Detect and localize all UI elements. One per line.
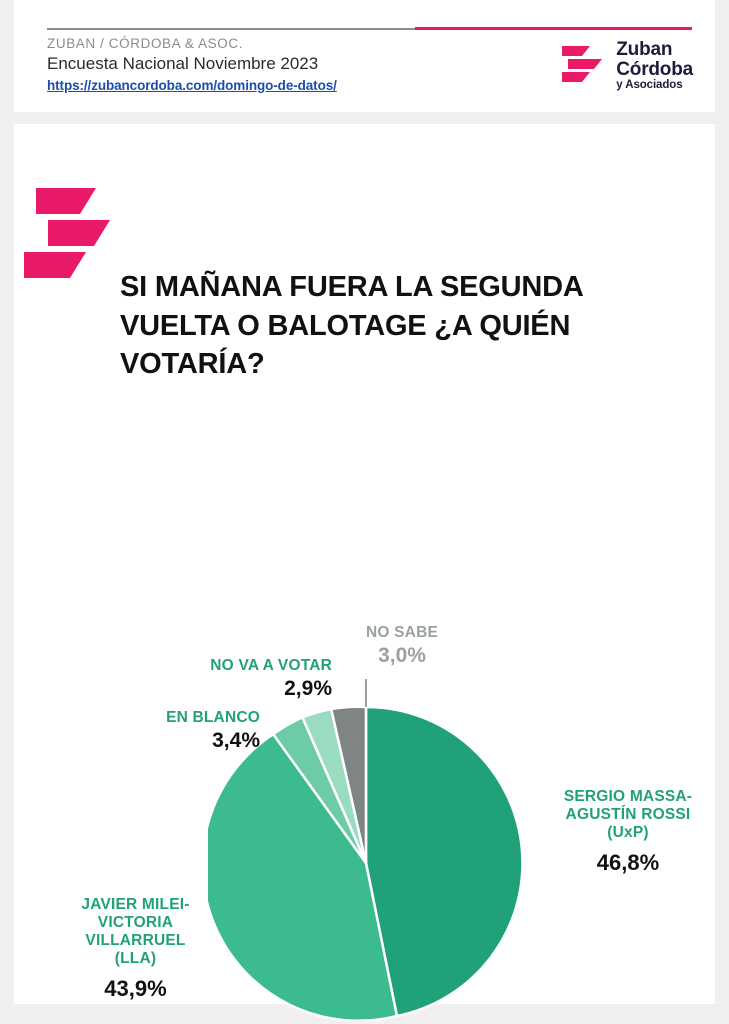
pie-chart xyxy=(14,454,715,1001)
brand-logo[interactable] xyxy=(560,40,693,91)
content-card xyxy=(14,124,715,1004)
slice-label-massa-name: SERGIO MASSA- xyxy=(563,788,693,805)
header-rule-pink xyxy=(415,27,692,30)
slice-label-milei-name-4: (LLA) xyxy=(114,949,157,967)
logo-wordmark xyxy=(616,40,693,91)
organization-name: ZUBAN / CÓRDOBA & ASOC. xyxy=(47,36,244,51)
slice-label-no-sabe-name: NO SABE xyxy=(365,624,439,641)
slice-value-no-sabe: 3,0% xyxy=(378,643,426,667)
slice-label-en-blanco-name: EN BLANCO xyxy=(166,709,260,726)
pie-slice-massa xyxy=(366,707,522,1016)
header-rule-grey xyxy=(47,28,415,30)
slice-label-no-va-a-votar xyxy=(100,657,332,701)
survey-source-link[interactable]: https://zubancordoba.com/domingo-de-datos/ xyxy=(47,78,337,93)
slice-label-milei-name: JAVIER MILEI- xyxy=(81,896,190,913)
slice-label-milei xyxy=(48,896,223,1001)
header-card xyxy=(14,0,715,112)
slice-label-milei-name-3: VILLARRUEL xyxy=(85,931,186,949)
slice-label-no-sabe xyxy=(302,624,502,668)
no-sabe-leader-line xyxy=(365,679,367,707)
zuban-cordoba-logo-icon xyxy=(560,44,606,88)
header-text-block xyxy=(47,36,337,95)
logo-line-2: Córdoba xyxy=(616,58,693,80)
slice-value-milei: 43,9% xyxy=(104,975,167,1001)
slice-value-massa: 46,8% xyxy=(596,849,660,875)
header-divider-rule xyxy=(47,27,692,30)
page-title: SI MAÑANA FUERA LA SEGUNDA VUELTA O BALOTAGE ¿A QUIÉN VOTARÍA? xyxy=(120,271,583,380)
survey-name: Encuesta Nacional Noviembre 2023 xyxy=(47,54,319,73)
slice-label-massa-name-2: AGUSTÍN ROSSI xyxy=(565,805,691,823)
zuban-cordoba-large-logo-icon xyxy=(14,188,110,292)
slice-label-massa xyxy=(533,788,723,875)
logo-line-1: Zuban xyxy=(616,39,673,60)
slice-value-no-va-a-votar: 2,9% xyxy=(284,676,332,700)
logo-line-3: y Asociados xyxy=(616,78,683,91)
slice-label-en-blanco xyxy=(100,709,260,753)
slice-label-milei-name-2: VICTORIA xyxy=(97,913,174,931)
slice-label-massa-name-3: (UxP) xyxy=(607,823,649,841)
slice-value-en-blanco: 3,4% xyxy=(212,728,260,752)
slice-label-no-va-a-votar-name: NO VA A VOTAR xyxy=(210,657,332,674)
